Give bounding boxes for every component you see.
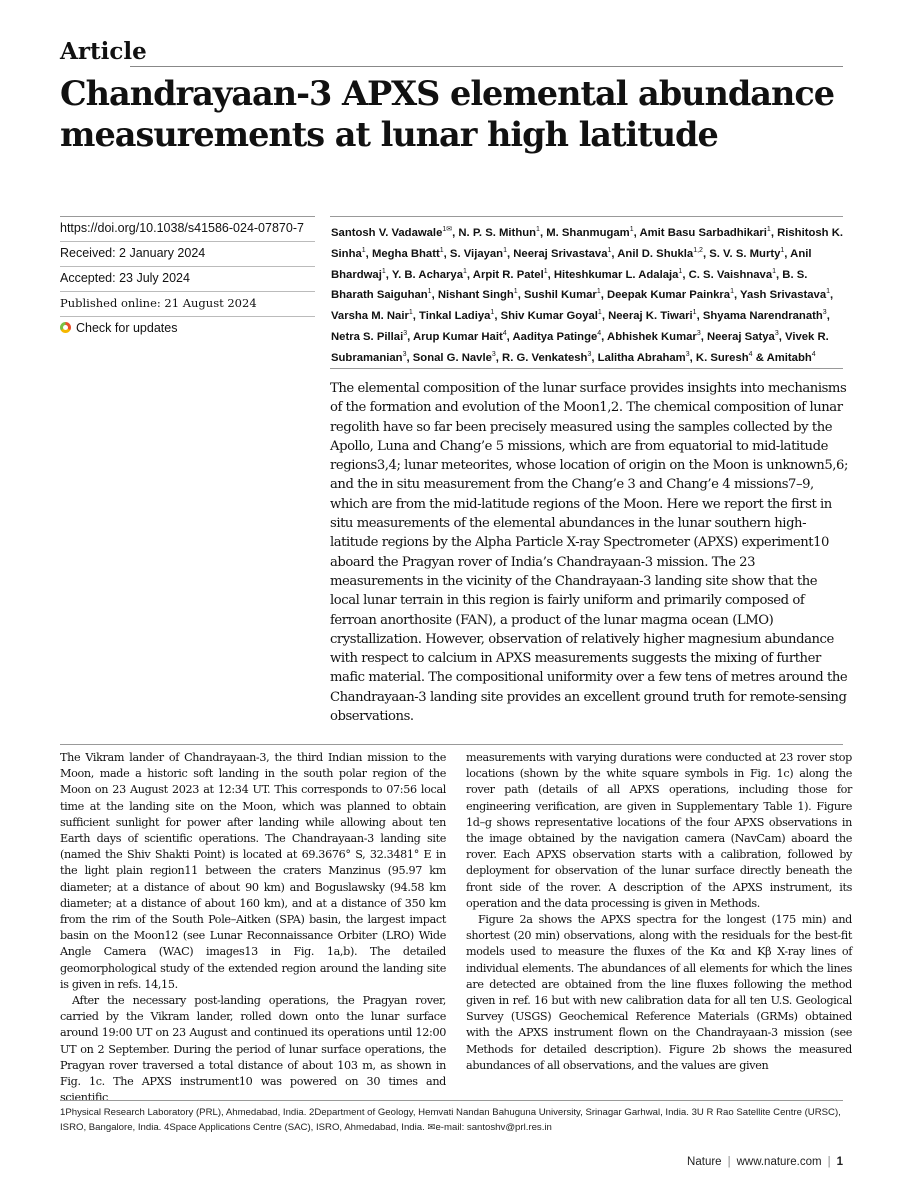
page-title: Chandrayaan-3 APXS elemental abundance measurements at lunar high latitude — [60, 74, 835, 154]
body-paragraph: After the necessary post-landing operations, the Pragyan rover, carried by the Vikram lander, rolled down onto the lunar surface around 19:00 UT on 23 August and continued its operations until 12:00 UT on 2 September. During the period of lunar surface operations, the Pragyan rover traversed a total distance of about 103 m, as shown in Fig. 1c. The APXS instrument10 was powered on 30 times and scientific — [60, 994, 446, 1105]
received-date: Received: 2 January 2024 — [60, 242, 315, 267]
crossmark-icon — [60, 322, 71, 333]
footnote-rule — [60, 1100, 843, 1101]
article-metadata — [60, 216, 315, 341]
page-footer: Nature | www.nature.com | 1 — [687, 1156, 843, 1168]
page-number: 1 — [836, 1156, 843, 1168]
authors-rule — [330, 216, 843, 217]
body-paragraph: Figure 2a shows the APXS spectra for the longest (175 min) and shortest (20 min) observations, along with the residuals for the best-fit models used to measure the fluxes of the Kα and Kβ X-ray lines of individual elements. The abundances of all elements for which the lines are detected are obtained from the line fluxes following the method given in ref. 16 but with new calibration data for all ten U.S. Geological Survey (USGS) Geochemical Reference Materials (GRMs) obtained with the APXS instrument flown on the Chandrayaan-3 mission (see Methods for detailed description). Figure 2b shows the measured abundances of all observations, and the values are given — [466, 913, 852, 1072]
body-paragraph: The Vikram lander of Chandrayaan-3, the third Indian mission to the Moon, made a historic soft landing in the south polar region of the Moon on 23 August 2023 at 12:34 UT. This corresponds to 07:56 local time at the landing site on the Moon, which was planned to obtain sufficient sunlight for power after landing while allowing about ten Earth days of scientific operations. The Chandrayaan-3 landing site (named the Shiv Shakti Point) is located at 69.3676° S, 32.3481° E in the light plain region11 between the craters Manzinus (95.97 km diameter; at a distance of about 90 km) and Boguslawsky (94.58 km diameter; at a distance of about 160 km), and at a distance of 350 km from the rim of the South Pole–Aitken (SPA) basin, the largest impact basin on the Moon12 (see Lunar Reconnaissance Orbiter (LRO) Wide Angle Camera (WAC) images13 in Fig. 1a,b). The detailed geomorphological study of the extended region around the landing site is given in refs. 14,15. — [60, 751, 446, 991]
article-type-label: Article — [60, 38, 147, 65]
affiliations-footnote: 1Physical Research Laboratory (PRL), Ahmedabad, India. 2Department of Geology, Hemvati Nandan Bahuguna University, Srinagar Garhwal, India. 3U R Rao Satellite Centre (URSC), ISRO, Bangalore, India. 4Space Applications Centre (SAC), ISRO, Ahmedabad, India. ✉e-mail: santoshv@prl.res.in — [60, 1107, 841, 1133]
doi-link[interactable]: https://doi.org/10.1038/s41586-024-07870-7 — [60, 217, 315, 242]
header-rule — [130, 66, 843, 67]
accepted-date: Accepted: 23 July 2024 — [60, 267, 315, 292]
journal-name: Nature — [687, 1156, 722, 1168]
abstract: The elemental composition of the lunar surface provides insights into mechanisms of the formation and evolution of the Moon1,2. The chemical composition of lunar regolith have so far been precisely measured using the samples collected by the Apollo, Luna and Chang’e 5 missions, which are from equatorial to mid-latitude regions3,4; lunar meteorites, whose location of origin on the Moon is unknown5,6; and the in situ measurement from the Chang’e 3 and Chang’e 4 missions7–9, which are from the mid-latitude regions of the Moon. Here we report the first in situ measurements of the elemental abundances in the lunar southern high-latitude regions by the Alpha Particle X-ray Spectrometer (APXS) experiment10 aboard the Pragyan rover of India’s Chandrayaan-3 mission. The 23 measurements in the vicinity of the Chandrayaan-3 landing site show that the local lunar terrain in this region is fairly uniform and primarily composed of ferroan anorthosite (FAN), a product of the lunar magma ocean (LMO) crystallization. However, observation of relatively higher magnesium abundance with respect to calcium in APXS measurements suggests the mixing of further mafic material. The compositional uniformity over a few tens of metres around the Chandrayaan-3 landing site provides an excellent ground truth for remote-sensing observations. — [330, 381, 848, 725]
journal-url[interactable]: www.nature.com — [736, 1156, 822, 1168]
body-rule — [60, 744, 843, 745]
abstract-rule — [330, 368, 843, 369]
body-column-left — [60, 750, 446, 1106]
body-paragraph: measurements with varying durations were conducted at 23 rover stop locations (shown by the white square symbols in Fig. 1c) along the rover path (details of all APXS operations, including those for engineering verification, are given in Supplementary Table 1). Figure 1d–g shows representative locations of the four APXS observations in the image obtained by the navigation camera (NavCam) aboard the rover. Each APXS observation starts with a calibration, followed by deployment for observation of the lunar surface directly beneath the front side of the rover. A description of the APXS instrument, its operation and the data processing is given in Methods. — [466, 751, 852, 910]
author-list: Santosh V. Vadawale$^{1✉}$, N. P. S. Mithun$^1$, M. Shanmugam$^1$, Amit Basu Sarbadhikari$^1$, Rishitosh K. Sinha$^1$, Megha Bhatt$^1$, S. Vijayan$^1$, Neeraj Srivastava$^1$, Anil D. Shukla$^{1,2}$, S. V. S. Murty$^1$, Anil Bhardwaj$^1$, Y. B. Acharya$^1$, Arpit R. Patel$^1$, Hiteshkumar L. Adalaja$^1$, C. S. Vaishnava$^1$, B. S. Bharath Saiguhan$^1$, Nishant Singh$^1$, Sushil Kumar$^1$, Deepak Kumar Painkra$^1$, Yash Srivastava$^1$, Varsha M. Nair$^1$, Tinkal Ladiya$^1$, Shiv Kumar Goyal$^1$, Neeraj K. Tiwari$^1$, Shyama Narendranath$^3$, Netra S. Pillai$^3$, Arup Kumar Hait$^4$, Aaditya Patinge$^4$, Abhishek Kumar$^3$, Neeraj Satya$^3$, Vivek R. Subramanian$^3$, Sonal G. Navle$^3$, R. G. Venkatesh$^3$, Lalitha Abraham$^3$, K. Suresh$^4$ & Amitabh$^4$ — [331, 226, 844, 364]
body-column-right — [466, 750, 852, 1074]
check-updates-button[interactable] — [60, 317, 315, 341]
check-updates-label: Check for updates — [76, 321, 178, 335]
published-date: Published online: 21 August 2024 — [60, 292, 315, 317]
